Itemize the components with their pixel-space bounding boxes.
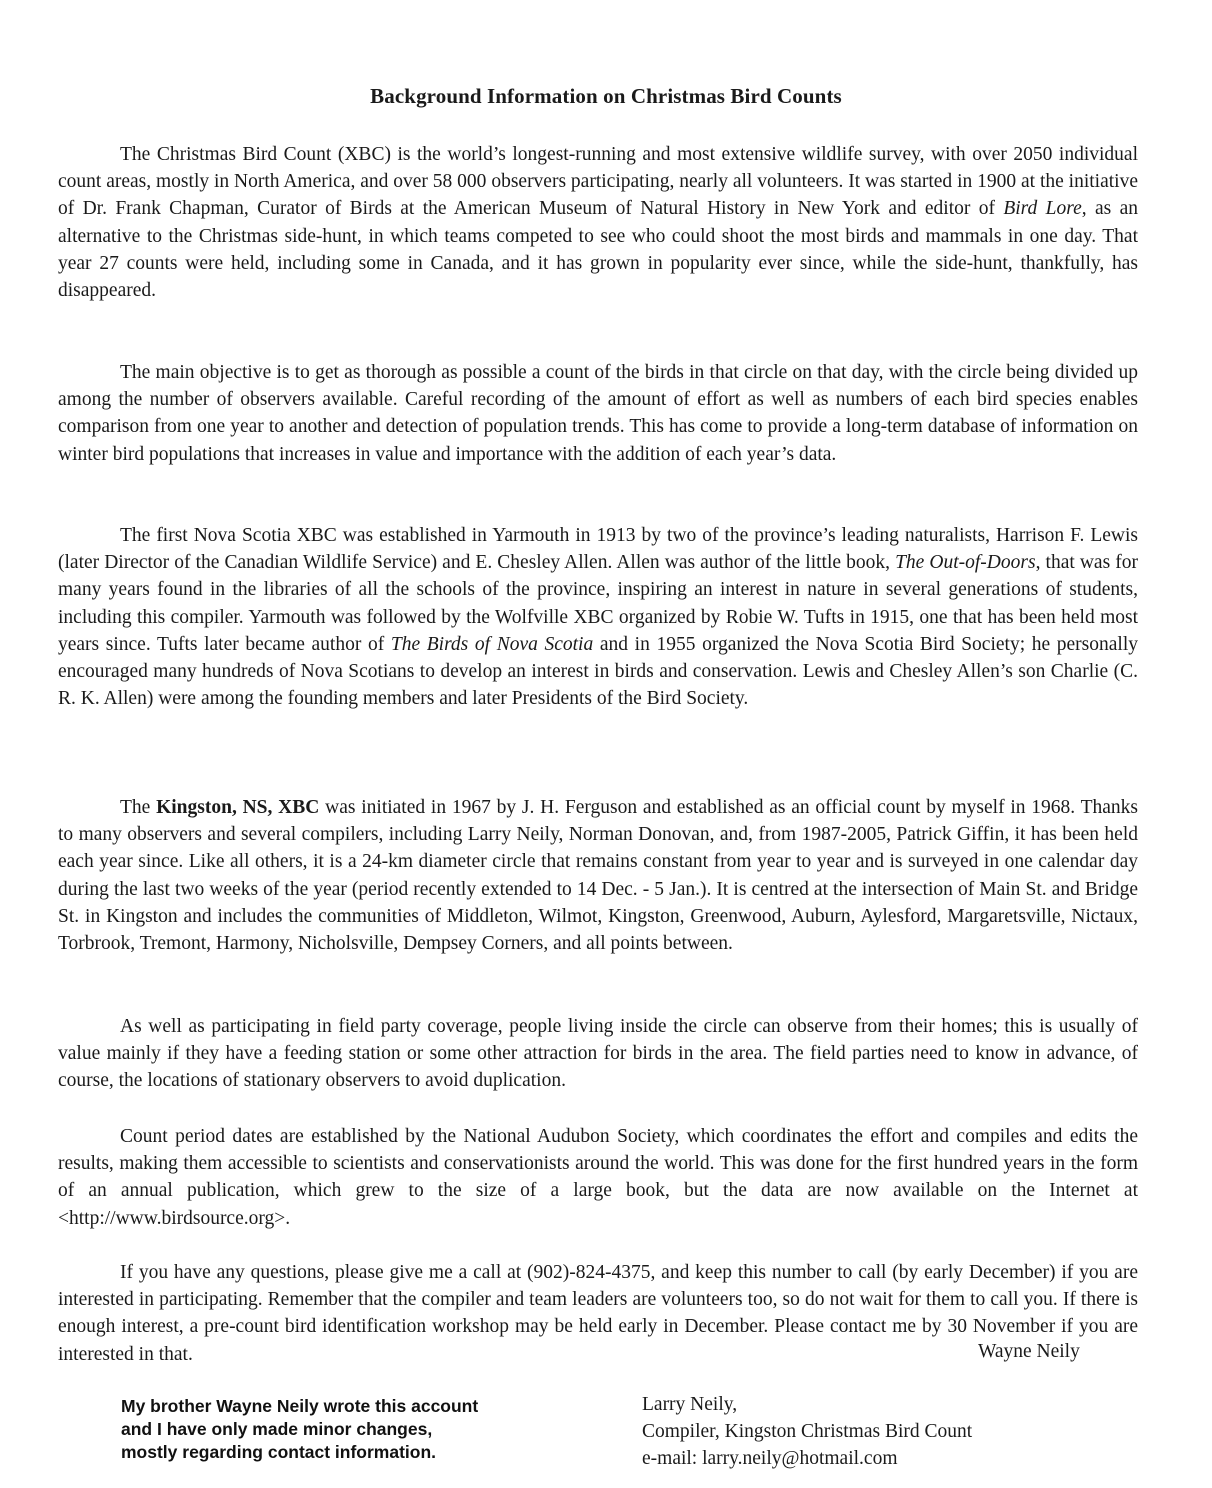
editor-note-line: and I have only made minor changes, bbox=[121, 1419, 433, 1439]
bird-lore-title: Bird Lore bbox=[1003, 198, 1082, 220]
page-title: Background Information on Christmas Bird Counts bbox=[370, 84, 842, 108]
paragraph-kingston-text-b: was initiated in 1967 by J. H. Ferguson and established as an official count by myself in 1968. Thanks to many observers and several compilers, including Larry Neily, Norman Donovan, and, from 1987-2005, Patrick Giffin, it has been held each year since. Like all others, it is a 24-km diameter circle that remains constant from year to year and is surveyed in one calendar day during the last two weeks of the year (period recently extended to 14 Dec. - 5 Jan.). It is centred at the intersection of Main St. and Bridge St. in Kingston and includes the communities of Middleton, Wilmot, Kingston, Greenwood, Auburn, Aylesford, Margaretsville, Nictaux, Torbrook, Tremont, Harmony, Nicholsville, Dempsey Corners, and all points between. bbox=[58, 797, 1138, 955]
paragraph-objective: The main objective is to get as thorough as possible a count of the birds in that circle on that day, with the circle being divided up among the number of observers available. Careful recording of the amount of effort as well as numbers of each bird species enables comparison from one year to another and detection of population trends. This has come to provide a long-term database of information on winter bird populations that increases in value and importance with the addition of each year’s data. bbox=[58, 362, 1138, 465]
birds-of-nova-scotia-title: The Birds of Nova Scotia bbox=[390, 633, 594, 655]
paragraph-participation: As well as participating in field party coverage, people living inside the circle can observe from their homes; this is usually of value mainly if they have a feeding station or some other attraction for birds in the area. The field parties need to know in advance, of course, the locations of stationary observers to avoid duplication. bbox=[58, 1016, 1138, 1092]
out-of-doors-title: The Out-of-Doors bbox=[895, 552, 1036, 574]
paragraph-nova-scotia-text-a: The first Nova Scotia XBC was established in Yarmouth in 1913 by two of the province’s leading naturalists, Harrison F. Lewis (later Director of the Canadian Wildlife Service) and E. Chesley Allen. Allen was author of the little book, bbox=[58, 525, 1138, 574]
paragraph-kingston bbox=[58, 794, 1138, 957]
contact-block bbox=[642, 1391, 972, 1472]
paragraph-contact: If you have any questions, please give me a call at (902)-824-4375, and keep this number to call (by early December) if you are interested in participating. Remember that the compiler and team leaders are volunteers too, so do not wait for them to call you. If there is enough interest, a pre-count bird identification workshop may be held early in December. Please contact me by 30 November if you are interested in that. bbox=[58, 1262, 1138, 1365]
editor-note-line: mostly regarding contact information. bbox=[121, 1442, 437, 1462]
paragraph-history-text-b: , as an alternative to the Christmas side-hunt, in which teams competed to see who could shoot the most birds and mammals in one day. That year 27 counts were held, including some in Canada, and it has grown in popularity ever since, while the side-hunt, thankfully, has disappeared. bbox=[58, 198, 1138, 302]
contact-email: e-mail: larry.neily@hotmail.com bbox=[642, 1448, 898, 1469]
paragraph-kingston-text-a: The bbox=[120, 797, 157, 818]
kingston-xbc-name: Kingston, NS, XBC bbox=[156, 797, 320, 818]
paragraph-nova-scotia-text-b: , that was for many years found in the libraries of all the schools of the province, inspiring an interest in nature in several generations of students, including this compiler. Yarmouth was followed by the Wolfville XBC organized by Robie W. Tufts in 1915, one that has been held most years since. Tufts later became author of bbox=[58, 552, 1138, 655]
paragraph-nova-scotia bbox=[58, 522, 1138, 712]
contact-name: Larry Neily, bbox=[642, 1394, 738, 1415]
editor-note bbox=[121, 1395, 581, 1464]
contact-role: Compiler, Kingston Christmas Bird Count bbox=[642, 1421, 973, 1442]
editor-note-line: My brother Wayne Neily wrote this account bbox=[121, 1396, 479, 1416]
paragraph-nova-scotia-text-c: and in 1955 organized the Nova Scotia Bird Society; he personally encouraged many hundreds of Nova Scotians to develop an interest in birds and conservation. Lewis and Chesley Allen’s son Charlie (C. R. K. Allen) were among the founding members and later Presidents of the Bird Society. bbox=[58, 633, 1139, 710]
signature: Wayne Neily bbox=[978, 1341, 1080, 1362]
paragraph-audubon: Count period dates are established by the National Audubon Society, which coordinates the effort and compiles and edits the results, making them accessible to scientists and conservationists around the world. This was done for the first hundred years in the form of an annual publication, which grew to the size of a large book, but the data are now available on the Internet at <http://www.birdsource.org>. bbox=[58, 1126, 1138, 1229]
paragraph-history bbox=[58, 141, 1138, 304]
paragraph-history-text-a: The Christmas Bird Count (XBC) is the world’s longest-running and most extensive wildlife survey, with over 2050 individual count areas, mostly in North America, and over 58 000 observers participating, nearly all volunteers. It was started in 1900 at the initiative of Dr. Frank Chapman, Curator of Birds at the American Museum of Natural History in New York and editor of bbox=[58, 144, 1138, 220]
